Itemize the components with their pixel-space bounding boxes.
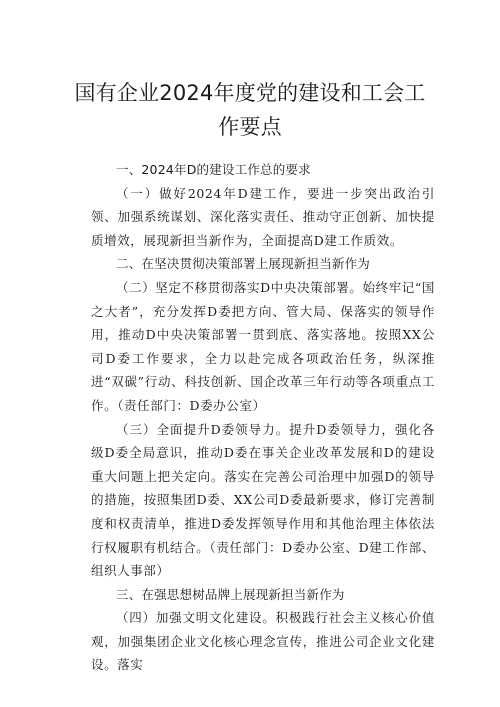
document-body <box>91 158 435 677</box>
paragraph-2: （二）坚定不移贯彻落实D中央决策部署。始终牢记“国之大者”，充分发挥D委把方向、管大局、保落实的领导作用，推动D中央决策部署一贯到底、落实落地。按照XX公司D委工作要求，全力以赴完成各项政治任务，纵深推进“双碳”行动、科技创新、国企改革三年行动等各项重点工作。（责任部门：D委办公室） <box>91 279 435 413</box>
paragraph-1: （一）做好2024年D建工作，要进一步突出政治引领、加强系统谋划、深化落实责任、推动守正创新、加快提质增效，展现新担当新作为，全面提高D建工作质效。 <box>91 185 435 248</box>
document-title: 国有企业2024年度党的建设和工会工作要点 <box>74 81 426 139</box>
paragraph-4: （四）加强文明文化建设。积极践行社会主义核心价值观，加强集团企业文化核心理念宣传，推进公司企业文化建设。落实 <box>91 610 435 673</box>
section-heading-1: 一、2024年D的建设工作总的要求 <box>116 162 311 177</box>
paragraph-3: （三）全面提升D委领导力。提升D委领导力，强化各级D委全局意识，推动D委在事关企业改革发展和D的建设重大问题上把关定向。落实在完善公司治理中加强D的领导的措施，按照集团D委、XX公司D委最新要求，修订完善制度和权责清单，推进D委发挥领导作用和其他治理主体依法行权履职有机结合。（责任部门：D委办公室、D建工作部、组织人事部） <box>91 421 435 579</box>
section-heading-3: 三、在强思想树品牌上展现新担当新作为 <box>116 586 345 602</box>
section-heading-2: 二、在坚决贯彻决策部署上展现新担当新作为 <box>116 256 371 272</box>
